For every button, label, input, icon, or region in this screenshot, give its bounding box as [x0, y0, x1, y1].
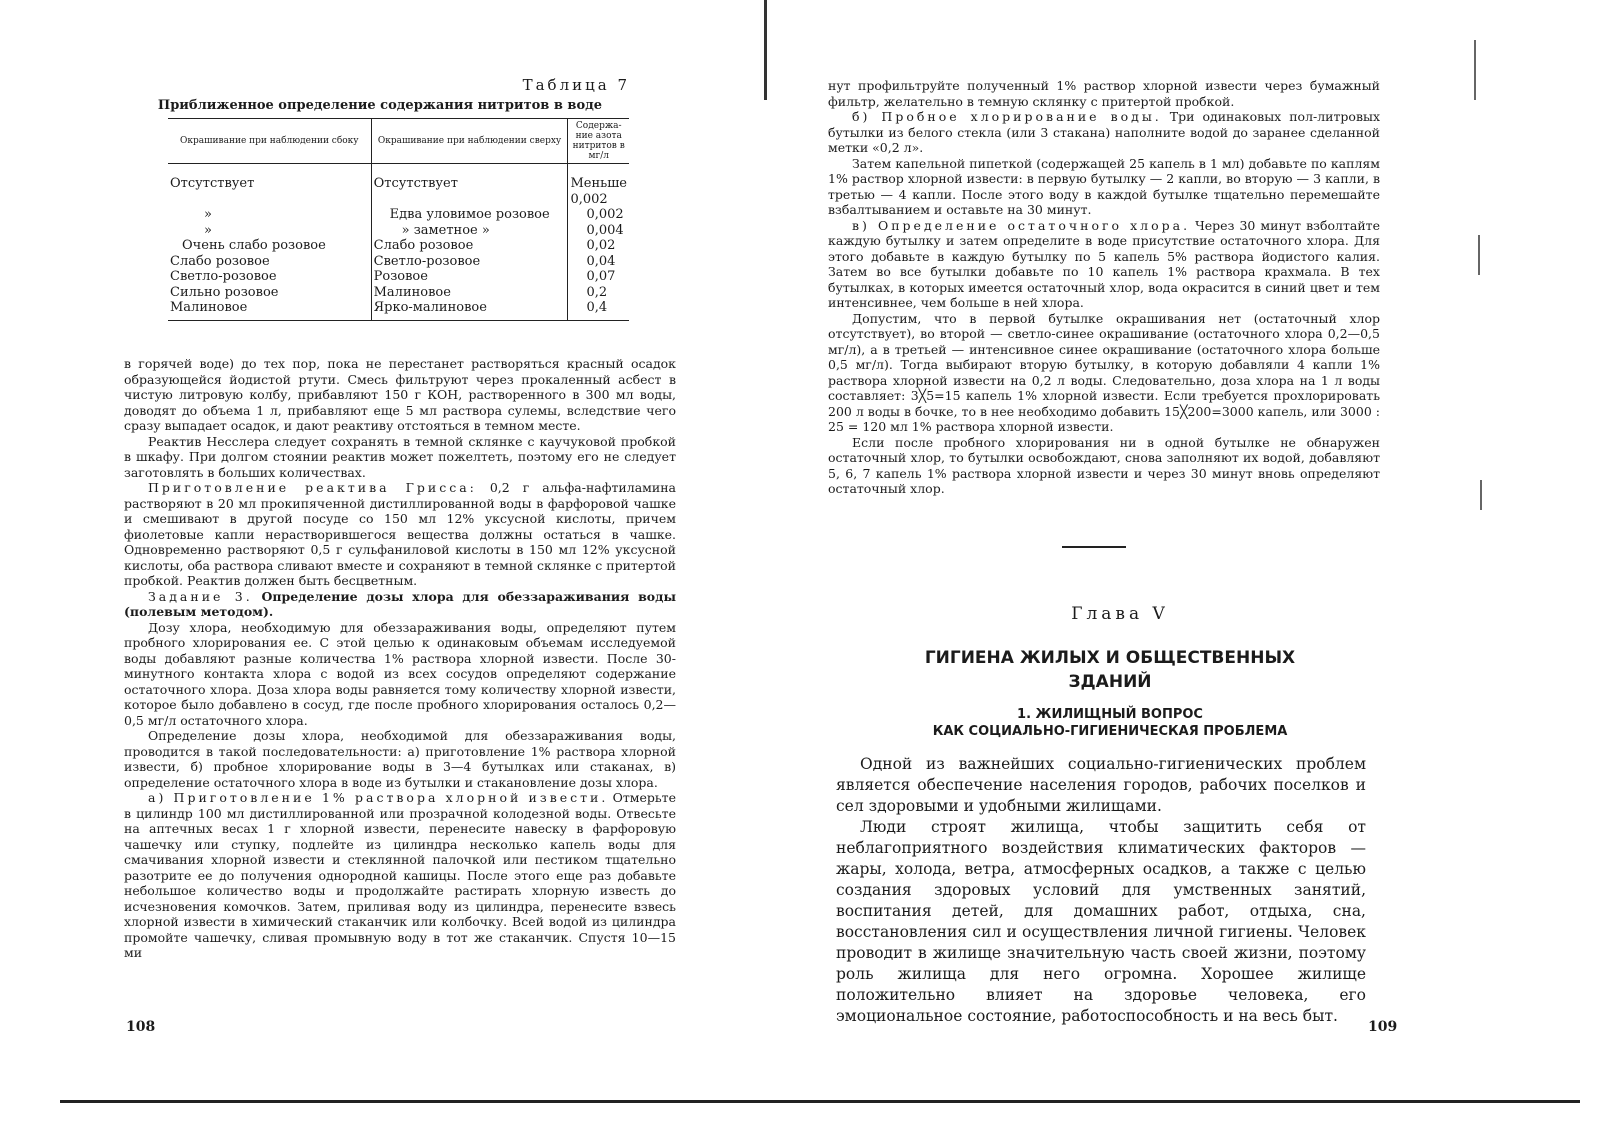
chapter-number: Глава V [1071, 604, 1169, 624]
paragraph: Допустим, что в первой бутылке окрашивания нет (остаточный хлор отсутствует), во второй — светло-синее окрашивание (остаточного хлора 0,2—0,5 мг/л), а в третьей — интенсивное синее окрашивание (остаточного хлора больше 0,5 мг/л). Тогда выбирают вторую бутылку, в которую добавляли 4 капли 1% раствора хлорной извести на 0,2 л воды. Следовательно, доза хлора на 1 л воды составляет: 3╳5=15 капель 1% хлорной извести. Если требуется прохлорировать 200 л воды в бочке, то в нее необходимо добавить 15╳200=3000 капель, или 3000 : 25 = 120 мл 1% раствора хлорной извести. [828, 310, 1380, 434]
paragraph: Дозу хлора, необходимую для обеззараживания воды, определяют путем пробного хлорирования ее. С этой целью к одинаковым объемам исследуемой воды добавляют разные количества 1% раствора хлорной извести. После 30-минутного контакта хлора с водой из всех сосудов определяют содержание остаточного хлора. Доза хлора воды равняется тому количеству хлорной извести, которое было добавлено в сосуд, где после пробного хлорирования осталось 0,2—0,5 мг/л остаточного хлора. [124, 619, 676, 728]
table-title: Приближенное определение содержания нитритов в воде [157, 98, 603, 113]
table-cell: 0,04 [568, 254, 629, 270]
left-page [0, 0, 780, 1132]
table-row [168, 207, 629, 223]
table-cell: Светло-розовое [371, 254, 568, 270]
table-number: Таблица 7 [522, 76, 630, 94]
paragraph [828, 218, 1380, 311]
table-cell: 0,004 [568, 223, 629, 239]
task-subtitle: (полевым методом). [124, 604, 274, 619]
table-cell: 0,002 [568, 207, 629, 223]
chapter-title-line: ЗДАНИЙ [1068, 672, 1152, 692]
table-row [168, 223, 629, 239]
table-cell: Сильно розовое [170, 284, 279, 300]
nitrite-table [168, 118, 629, 321]
table-row [168, 269, 629, 285]
paragraph-lead: в) Определение остаточного хлора. [852, 217, 1191, 233]
paragraph: Люди строят жилища, чтобы защитить себя от неблагоприятного воздействия климатических факторов — жары, холода, ветра, атмосферных осадков, а также с целью создания здоровых условий для умственных занятий, воспитания детей, для домашних работ, отдыха, сна, восстановления сил и осуществления личной гигиены. Человек проводит в жилище значительную часть своей жизни, поэтому роль жилища для него огромна. Хорошее жилище положительно влияет на здоровье человека, его эмоциональное состояние, работоспособность и на весь быт. [836, 818, 1366, 1025]
table-cell: » заметное » [371, 223, 568, 239]
paragraph: Затем капельной пипеткой (содержащей 25 капель в 1 мл) добавьте по каплям 1% раствор хлорной извести: в первую бутылку — 2 капли, во вторую — 3 капли, в третью — 4 капли. После этого воду в каждой бутылке тщательно перемешайте взбалтыванием и оставьте на 30 минут. [828, 155, 1380, 217]
table-header: Окрашивание при наблюдении сбоку [168, 119, 371, 164]
section-title [880, 706, 1340, 740]
table-row [168, 300, 629, 320]
table-header: Содержа-ние азота нитритов в мг/л [568, 119, 629, 164]
table-cell: 0,02 [568, 238, 629, 254]
table-cell: 0,2 [568, 285, 629, 301]
paragraph-text: Три одинаковых пол-литровых бутылки из белого стекла (или 3 стакана) наполните водой до заранее сделанной метки «0,2 л». [828, 109, 1380, 155]
table-row [168, 254, 629, 270]
table-cell: Слабо розовое [371, 238, 568, 254]
table-cell: Слабо розовое [170, 253, 270, 269]
paragraph-lead: Приготовление реактива Грисса: [148, 480, 477, 495]
table-cell: 0,4 [568, 300, 629, 320]
table-cell: Меньше 0,002 [568, 164, 629, 208]
scan-border [60, 1100, 1580, 1103]
paragraph [124, 790, 676, 961]
table-header: Окрашивание при наблюдении сверху [371, 119, 568, 164]
table-cell: » [204, 207, 212, 222]
chapter-title-line: ГИГИЕНА ЖИЛЫХ И ОБЩЕСТВЕННЫХ [924, 648, 1296, 668]
paragraph-lead: а) Приготовление 1% раствора хлорной извести. [148, 790, 609, 805]
table-cell: Светло-розовое [170, 269, 277, 284]
task-title: Определение дозы хлора для обеззараживания воды [252, 588, 676, 604]
paragraph [124, 589, 676, 620]
table-cell: Очень слабо розовое [182, 238, 326, 253]
page-number: 108 [126, 1019, 156, 1035]
paragraph: нут профильтруйте полученный 1% раствор хлорной извести через бумажный фильтр, желательно в темную склянку с притертой пробкой. [828, 78, 1380, 109]
paragraph: Одной из важнейших социально-гигиенических проблем является обеспечение населения городов, рабочих поселков и сел здоровыми и удобными жилищами. [836, 755, 1366, 815]
table-row [168, 285, 629, 301]
table-cell: Розовое [371, 269, 568, 285]
table-cell: Малиновое [168, 300, 371, 320]
table-cell: Ярко-малиновое [371, 300, 568, 320]
paragraph-lead: б) Пробное хлорирование воды. [852, 109, 1162, 124]
paragraph: Определение дозы хлора, необходимой для обеззараживания воды, проводится в такой последовательности: а) приготовление 1% раствора хлорной извести, б) пробное хлорирование воды в 3—4 бутылках или стаканах, в) определение остаточного хлора в воде из бутылки и стакановление дозы хлора. [124, 728, 676, 790]
paragraph [828, 109, 1380, 156]
chapter-title [880, 646, 1340, 694]
paragraph-text: 0,2 г альфа-нафтиламина растворяют в 20 мл прокипяченной дистиллированной воды в фарфоровой чашке и смешивают в другой посуде со 150 мл 12% уксусной кислоты, причем фиолетовые капли нерастворившегося вещества должны остаться в чашке. Одновременно растворяют 0,5 г сульфаниловой кислоты в 150 мл 12% уксусной кислоты, оба раствора сливают вместе и сохраняют в темной склянке с притертой пробкой. Реактив должен быть бесцветным. [124, 480, 676, 588]
left-body-text [124, 356, 676, 961]
table-cell: 0,07 [568, 269, 629, 285]
paragraph-text: Отмерьте в цилиндр 100 мл дистиллированной или прозрачной колодезной воды. Отвесьте на аптечных весах 1 г хлорной извести, перенесите навеску в фарфоровую чашечку или ступку, подлейте из цилиндра несколько капель воды для смачивания хлорной извести и стеклянной палочкой или пестиком тщательно разотрите ее до получения однородной кашицы. После этого еще раз добавьте небольшое количество воды и продолжайте растирать хлорную известь до исчезновения комочков. Затем, приливая воду из цилиндра, перенесите взвесь хлорной извести в химический стаканчик или колбочку. Всей водой из цилиндра промойте чашечку, сливая промывную воду в тот же стаканчик. Спустя 10—15 ми [124, 790, 676, 960]
section-title-line: 1. ЖИЛИЩНЫЙ ВОПРОС [1017, 707, 1203, 722]
section-divider [1062, 546, 1126, 548]
table-row [168, 238, 629, 254]
paragraph [124, 480, 676, 589]
section-title-line: КАК СОЦИАЛЬНО-ГИГИЕНИЧЕСКАЯ ПРОБЛЕМА [932, 724, 1288, 739]
paragraph: Реактив Несслера следует сохранять в темной склянке с каучуковой пробкой в шкафу. При долгом стоянии реактив может пожелтеть, поэтому его не следует заготовлять в больших количествах. [124, 433, 676, 480]
task-label: Задание 3. [148, 588, 253, 604]
chapter-body-text [836, 754, 1366, 1027]
table-cell: Малиновое [371, 285, 568, 301]
page-number: 109 [1368, 1019, 1398, 1035]
table-cell: » [204, 222, 212, 238]
table-cell: Отсутствует [170, 176, 255, 191]
paragraph: Если после пробного хлорирования ни в одной бутылке не обнаружен остаточный хлор, то бутылки освобождают, снова заполняют их водой, добавляют 5, 6, 7 капель 1% раствора хлорной извести и через 30 минут вновь определяют остаточный хлор. [828, 434, 1380, 496]
table-row [168, 164, 629, 208]
paragraph-text: Через 30 минут взболтайте каждую бутылку и затем определите в воде присутствие остаточного хлора. Для этого добавьте в каждую бутылку по 5 капель 5% раствора йодистого калия. Затем во все бутылки добавьте по 10 капель 1% раствора крахмала. В тех бутылках, в которых имеется остаточный хлор, вода окрасится в синий цвет и тем интенсивнее, чем больше в ней хлора. [828, 217, 1380, 310]
table-cell: Отсутствует [371, 164, 568, 208]
paragraph: в горячей воде) до тех пор, пока не перестанет растворяться красный осадок образующейся йодистой ртути. Смесь фильтруют через прокаленный асбест в чистую литровую колбу, прибавляют 150 г КОН, растворенного в 300 мл воды, доводят до объема 1 л, прибавляют еще 5 мл раствора сулемы, вследствие чего сразу выпадает осадок, и дают реактиву отстояться в темном месте. [124, 356, 676, 433]
table-cell: Едва уловимое розовое [371, 207, 568, 223]
right-body-text [828, 78, 1380, 497]
